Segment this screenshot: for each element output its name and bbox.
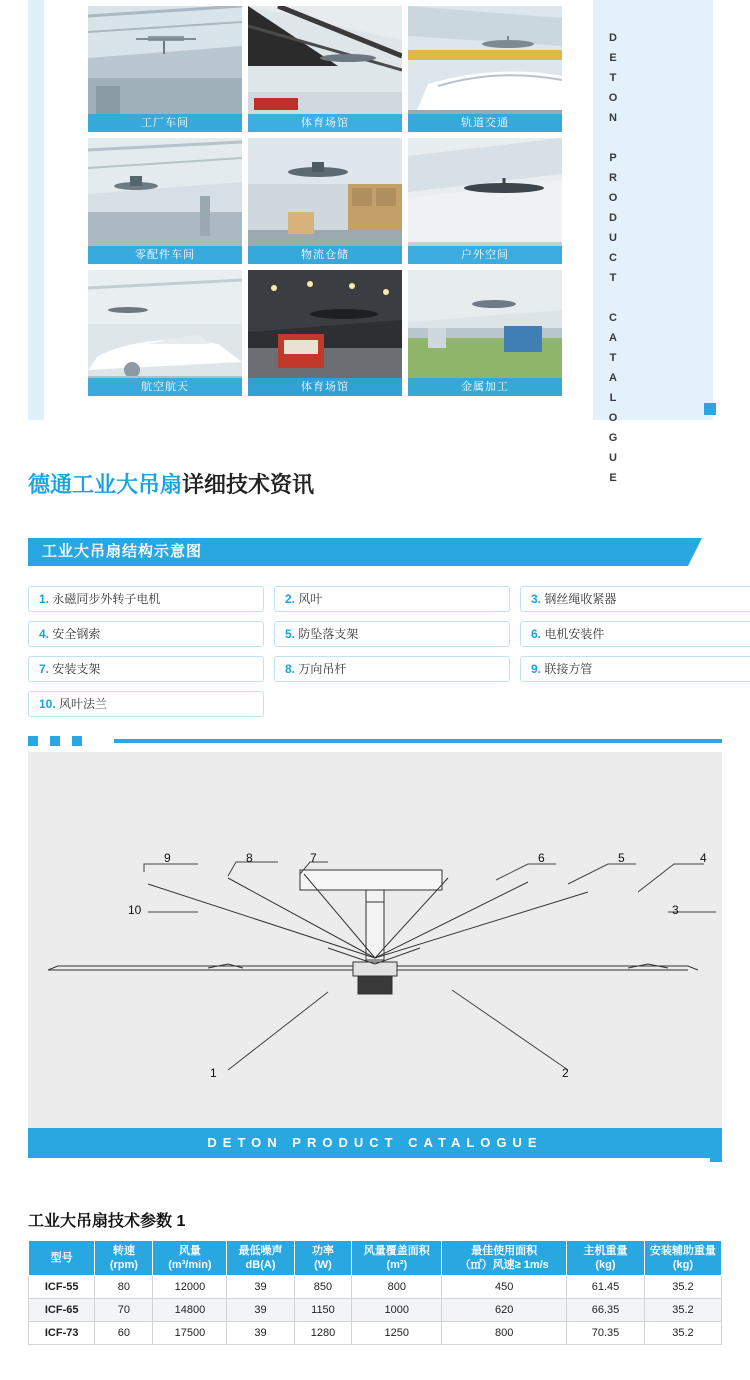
table-header-cell: 转速 (rpm) [95,1241,153,1276]
table-cell: 850 [294,1276,352,1299]
table-header-cell: 安装辅助重量 (kg) [644,1241,721,1276]
section-banner-label: 工业大吊扇结构示意图 [42,543,203,560]
part-item[interactable] [28,586,264,612]
table-row [29,1299,722,1322]
table-cell: 12000 [153,1276,227,1299]
parts-row [28,691,722,717]
table-cell: 39 [227,1276,294,1299]
part-number: 9. [531,662,542,676]
gallery-caption: 航空航天 [88,378,242,396]
table-title: 工业大吊扇技术参数 1 [28,1213,186,1230]
table-cell: 39 [227,1322,294,1345]
part-number: 6. [531,627,542,641]
callout-7: 7 [310,851,317,865]
table-cell: 80 [95,1276,153,1299]
callout-2: 2 [562,1066,569,1080]
callout-1: 1 [210,1066,217,1080]
part-item[interactable] [274,586,510,612]
page-title [28,468,314,499]
callout-3: 3 [672,903,679,917]
part-number: 5. [285,627,296,641]
deco-square [72,736,82,746]
diagram-decoration [28,736,722,746]
part-item[interactable] [28,621,264,647]
table-cell: 61.45 [567,1276,645,1299]
part-label: 钢丝绳收紧器 [544,592,617,606]
part-label: 风叶 [298,592,323,606]
diagram-footer-label: DETON PRODUCT CATALOGUE [28,1128,722,1158]
table-cell-model: ICF-55 [29,1276,95,1299]
table-cell: 17500 [153,1322,227,1345]
part-label: 永磁同步外转子电机 [52,592,161,606]
gallery-item[interactable] [88,6,242,132]
table-row [29,1322,722,1345]
gallery-item[interactable] [88,138,242,264]
table-cell: 14800 [153,1299,227,1322]
table-header-cell: 型号 [29,1241,95,1276]
table-row [29,1276,722,1299]
table-cell: 620 [442,1299,567,1322]
part-item[interactable] [274,656,510,682]
table-cell: 70.35 [567,1322,645,1345]
parts-row [28,621,722,647]
part-number: 10. [39,697,56,711]
table-cell: 35.2 [644,1299,721,1322]
parts-list [28,586,722,726]
table-cell: 1150 [294,1299,352,1322]
callout-5: 5 [618,851,625,865]
fan-structure-drawing [28,752,722,1128]
callout-8: 8 [246,851,253,865]
deco-line [114,739,722,743]
gallery-corner-square [704,403,716,415]
part-label: 风叶法兰 [59,697,108,711]
table-cell: 1250 [352,1322,442,1345]
parts-row [28,586,722,612]
table-header-cell: 主机重量 (kg) [567,1241,645,1276]
table-cell-model: ICF-65 [29,1299,95,1322]
gallery-left-bar [28,0,44,420]
callout-4: 4 [700,851,707,865]
gallery-caption: 户外空间 [408,246,562,264]
table-cell: 39 [227,1299,294,1322]
part-item[interactable] [520,586,750,612]
table-cell-model: ICF-73 [29,1322,95,1345]
part-item[interactable] [28,656,264,682]
deco-square [50,736,60,746]
table-cell: 1000 [352,1299,442,1322]
gallery-item[interactable] [408,6,562,132]
part-label: 电机安装件 [544,627,605,641]
gallery-item[interactable] [88,270,242,396]
table-cell: 60 [95,1322,153,1345]
part-item[interactable] [28,691,264,717]
part-number: 7. [39,662,50,676]
part-label: 万向吊杆 [298,662,347,676]
spec-table [28,1240,722,1345]
part-label: 防坠落支架 [298,627,359,641]
table-header-cell: 风量覆盖面积 (m²) [352,1241,442,1276]
table-cell: 35.2 [644,1322,721,1345]
part-number: 1. [39,592,50,606]
gallery-caption: 物流仓储 [248,246,402,264]
part-item[interactable] [274,621,510,647]
vertical-brand-title: D E T O N P R O D U C T C A T A L O G U E [608,32,618,484]
gallery-item[interactable] [408,270,562,396]
table-cell: 70 [95,1299,153,1322]
table-header-cell: 最低噪声 dB(A) [227,1241,294,1276]
gallery-grid [88,6,562,396]
deco-square [28,736,38,746]
callout-6: 6 [538,851,545,865]
diagram-corner-square [710,1150,722,1162]
part-item[interactable] [520,621,750,647]
gallery-item[interactable] [408,138,562,264]
table-header-cell: 最佳使用面积 （㎡）风速≥ 1m/s [442,1241,567,1276]
part-number: 3. [531,592,542,606]
callout-9: 9 [164,851,171,865]
part-label: 联接方管 [544,662,593,676]
part-number: 4. [39,627,50,641]
structure-diagram [28,752,722,1158]
gallery-section [0,0,750,484]
part-number: 2. [285,592,296,606]
table-cell: 800 [442,1322,567,1345]
gallery-item[interactable] [248,270,402,396]
table-cell: 1280 [294,1322,352,1345]
page-title-rest: 详细技术资讯 [182,472,315,497]
page-title-highlight: 德通工业大吊扇 [28,472,183,497]
part-label: 安全钢索 [52,627,101,641]
gallery-caption: 零配件车间 [88,246,242,264]
gallery-caption: 体育场馆 [248,114,402,132]
parts-row [28,656,722,682]
table-header-cell: 风量 (m³/min) [153,1241,227,1276]
callout-10: 10 [128,903,142,917]
table-cell: 35.2 [644,1276,721,1299]
gallery-caption: 体育场馆 [248,378,402,396]
gallery-item[interactable] [248,6,402,132]
table-header-cell: 功率 (W) [294,1241,352,1276]
table-header-row [29,1241,722,1276]
part-number: 8. [285,662,296,676]
gallery-caption: 轨道交通 [408,114,562,132]
table-cell: 450 [442,1276,567,1299]
gallery-item[interactable] [248,138,402,264]
part-label: 安装支架 [52,662,101,676]
gallery-caption: 金属加工 [408,378,562,396]
part-item[interactable] [520,656,750,682]
table-cell: 800 [352,1276,442,1299]
gallery-caption: 工厂车间 [88,114,242,132]
table-cell: 66.35 [567,1299,645,1322]
section-banner [28,538,688,566]
